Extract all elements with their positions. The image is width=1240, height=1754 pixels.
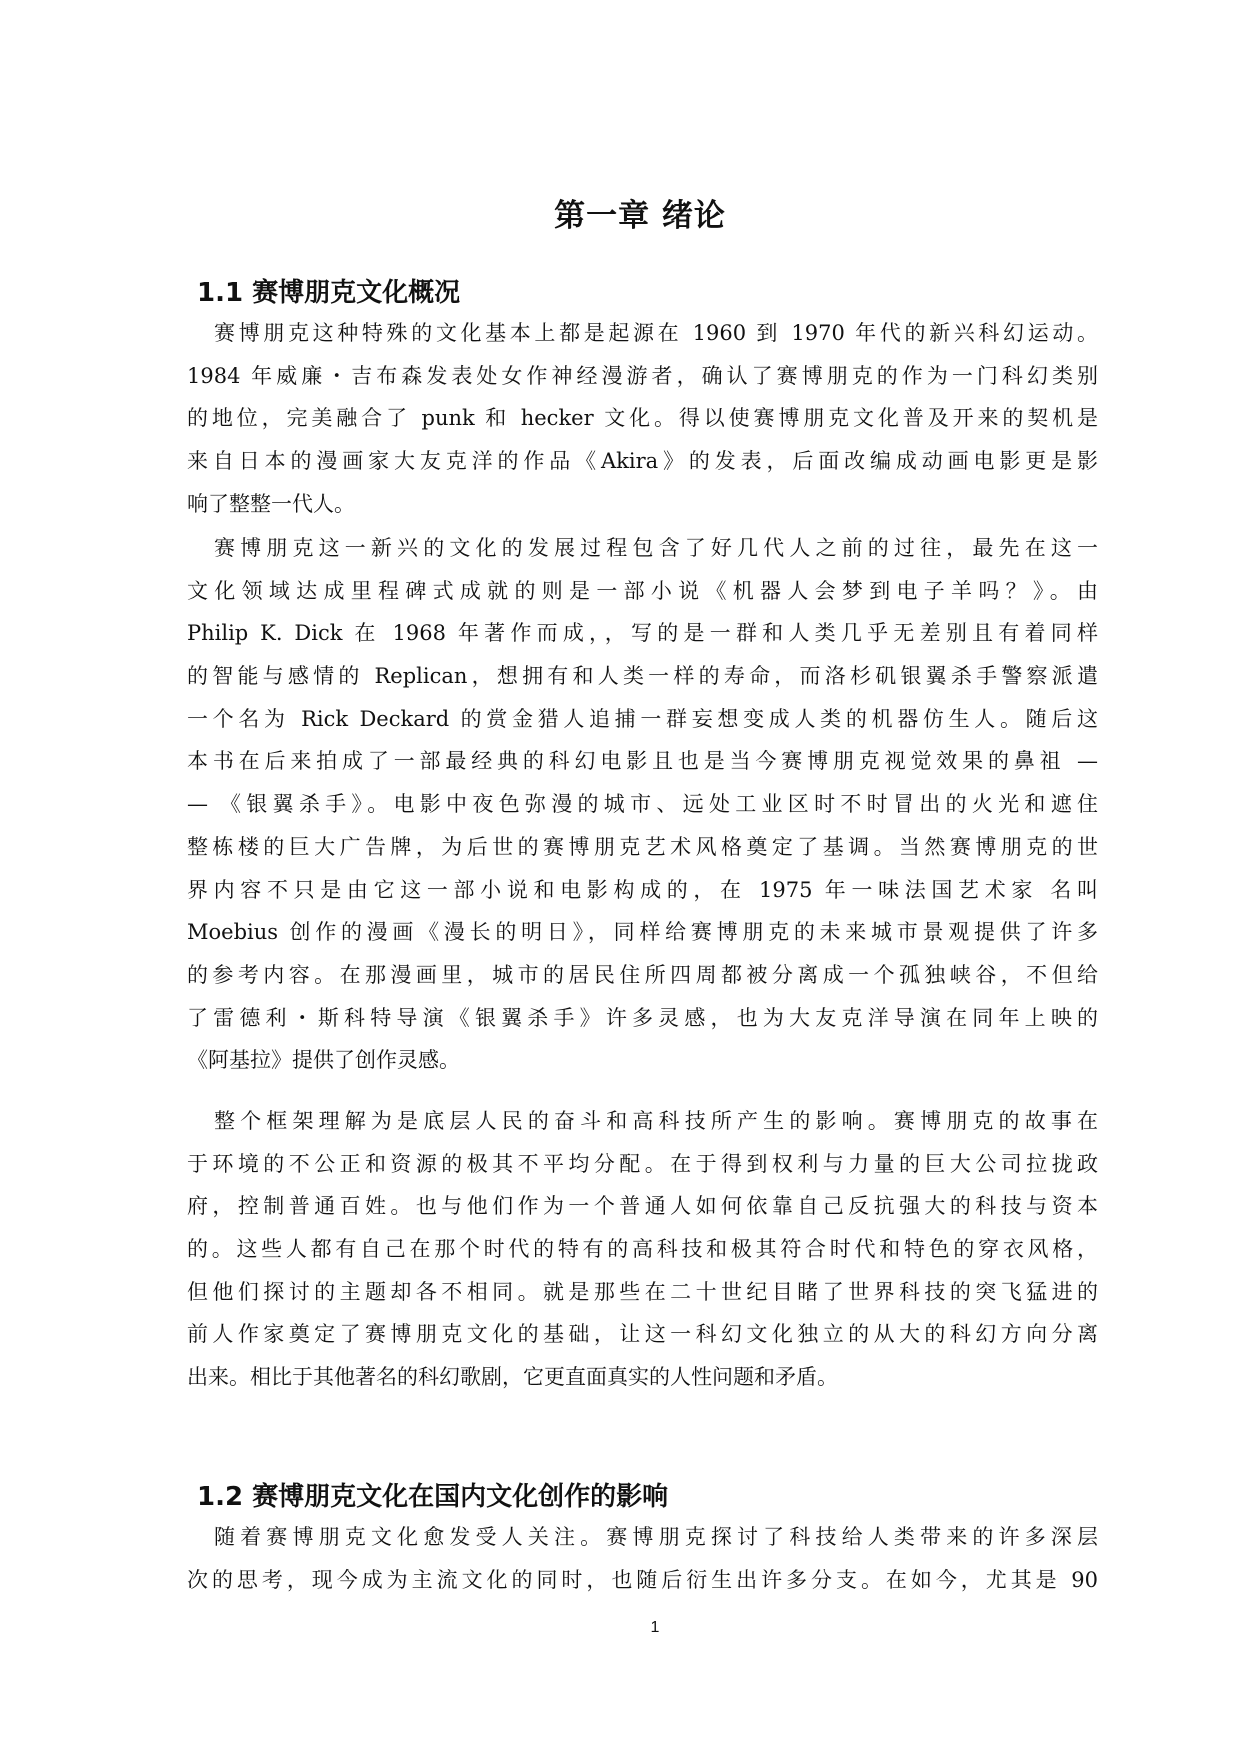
text-line: 前人作家奠定了赛博朋克文化的基础，让这一科幻文化独立的从大的科幻方向分离 [187,1322,1098,1347]
text-line: 界内容不只是由它这一部小说和电影构成的，在 1975 年一味法国艺术家 名叫 [187,877,1098,902]
paragraph-2 [187,527,1098,1082]
text-line: 整栋楼的巨大广告牌，为后世的赛博朋克艺术风格奠定了基调。当然赛博朋克的世 [187,834,1098,859]
text-line: 整个框架理解为是底层人民的奋斗和高科技所产生的影响。赛博朋克的故事在 [214,1109,1098,1133]
text-line: 1984 年威廉・吉布森发表处女作神经漫游者，确认了赛博朋克的作为一门科幻类别 [187,363,1098,388]
text-line: Philip K. Dick 在 1968 年著作而成，，写的是一群和人类几乎无差别且有着同样 [187,621,1098,646]
text-line: 于环境的不公正和资源的极其不平均分配。在于得到权利与力量的巨大公司拉拢政 [187,1151,1098,1176]
text-line: 赛博朋克这种特殊的文化基本上都是起源在 1960 到 1970 年代的新兴科幻运动。 [214,321,1098,345]
text-line: — 《银翼杀手》。电影中夜色弥漫的城市、远处工业区时不时冒出的火光和遮住 [187,792,1098,817]
text-line: 的地位，完美融合了 punk 和 hecker 文化。得以使赛博朋克文化普及开来的契机是 [187,406,1098,431]
section-heading-1-2: 1.2 赛博朋克文化在国内文化创作的影响 [197,1482,669,1512]
text-line: 赛博朋克这一新兴的文化的发展过程包含了好几代人之前的过往，最先在这一 [214,536,1098,560]
text-line: 《阿基拉》提供了创作灵感。 [187,1048,460,1073]
paragraph-4 [187,1516,1098,1601]
text-line: 来自日本的漫画家大友克洋的作品《Akira》的发表，后面改编成动画电影更是影 [187,449,1098,474]
text-line: 但他们探讨的主题却各不相同。就是那些在二十世纪目睹了世界科技的突飞猛进的 [187,1279,1098,1304]
text-line: 府，控制普通百姓。也与他们作为一个普通人如何依靠自己反抗强大的科技与资本 [187,1194,1098,1219]
paragraph-1 [187,312,1098,525]
text-line: 随着赛博朋克文化愈发受人关注。赛博朋克探讨了科技给人类带来的许多深层 [214,1525,1098,1549]
page-number: 1 [650,1619,660,1636]
text-line: 响了整整一代人。 [187,491,355,516]
text-line: Moebius 创作的漫画《漫长的明日》，同样给赛博朋克的未来城市景观提供了许多 [187,920,1098,945]
text-line: 本书在后来拍成了一部最经典的科幻电影且也是当今赛博朋克视觉效果的鼻祖 — [187,749,1098,774]
text-line: 的。这些人都有自己在那个时代的特有的高科技和极其符合时代和特色的穿衣风格， [187,1237,1098,1262]
text-line: 一个名为 Rick Deckard 的赏金猎人追捕一群妄想变成人类的机器仿生人。随后这 [187,706,1098,731]
text-line: 出来。相比于其他著名的科幻歌剧，它更直面真实的人性问题和矛盾。 [187,1365,838,1390]
paragraph-3 [187,1100,1098,1399]
section-heading-1-1: 1.1 赛博朋克文化概况 [197,278,461,308]
text-line: 文化领域达成里程碑式成就的则是一部小说《机器人会梦到电子羊吗？》。由 [187,578,1098,603]
text-line: 次的思考，现今成为主流文化的同时，也随后衍生出许多分支。在如今，尤其是 90 [187,1567,1098,1592]
text-line: 了雷德利・斯科特导演《银翼杀手》许多灵感，也为大友克洋导演在同年上映的 [187,1005,1098,1030]
text-line: 的智能与感情的 Replican，想拥有和人类一样的寿命，而洛杉矶银翼杀手警察派遣 [187,664,1098,689]
chapter-title: 第一章 绪论 [554,198,726,234]
text-line: 的参考内容。在那漫画里，城市的居民住所四周都被分离成一个孤独峡谷，不但给 [187,962,1098,987]
